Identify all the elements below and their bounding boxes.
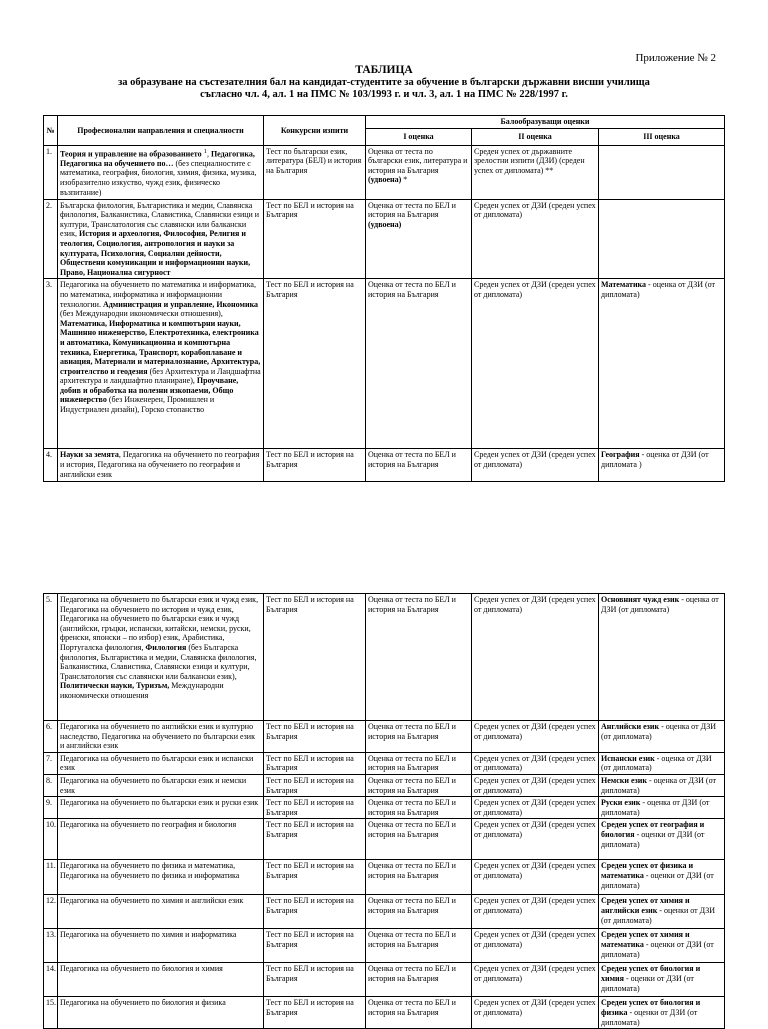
header-exams: Конкурсни изпити bbox=[264, 116, 366, 146]
cell-grade-1: Оценка от теста по БЕЛ и история на България bbox=[366, 279, 472, 449]
cell-grade-3: Среден успех от география и биология - оценки от ДЗИ (от дипломата) bbox=[599, 819, 725, 860]
cell-exams: Тест по БЕЛ и история на България bbox=[264, 594, 366, 721]
score-table-part-1 bbox=[43, 115, 725, 482]
cell-no: 1. bbox=[44, 145, 58, 199]
cell-grade-1: Оценка от теста по БЕЛ и история на България bbox=[366, 774, 472, 796]
cell-grade-2: Среден успех от ДЗИ (среден успех от дипломата) bbox=[472, 449, 599, 482]
cell-grade-3: Основният чужд език - оценка от ДЗИ (от дипломата) bbox=[599, 594, 725, 721]
page-subtitle: за образуване на състезателния бал на кандидат-студентите за обучение в български държавни висши училища bbox=[118, 77, 650, 88]
score-table-part-2 bbox=[43, 593, 725, 1029]
cell-programs: Педагогика на обучението по химия и информатика bbox=[58, 929, 264, 963]
cell-grade-1: Оценка от теста по БЕЛ и история на България bbox=[366, 963, 472, 997]
cell-exams: Тест по БЕЛ и история на България bbox=[264, 929, 366, 963]
cell-grade-1: Оценка от теста по БЕЛ и история на България bbox=[366, 721, 472, 753]
cell-grade-3: Английски език - оценка от ДЗИ (от дипломата) bbox=[599, 721, 725, 753]
cell-grade-1: Оценка от теста по БЕЛ и история на България bbox=[366, 797, 472, 819]
cell-programs: Педагогика на обучението по български език и чужд език, Педагогика на обучението по история и чужд език, Педагогика на обучението по български език и чужд (английски, гръцки, испански, китайски, немски, руски, френски, японски – по избор) език, Арабистика, Португалска филология, Филология (без Българска филология, Българистика и медии, Славянска филология, Балканистика, Славистика, Славянски езици и култури, Транслатология със славянски или балкански език), Политически науки, Туризъм, Международни икономически отношения bbox=[58, 594, 264, 721]
table-row bbox=[44, 929, 725, 963]
cell-grade-2: Среден успех от ДЗИ (среден успех от дипломата) bbox=[472, 199, 599, 279]
table-row bbox=[44, 145, 725, 199]
cell-exams: Тест по БЕЛ и история на България bbox=[264, 963, 366, 997]
cell-exams: Тест по БЕЛ и история на България bbox=[264, 199, 366, 279]
cell-exams: Тест по български език, литература (БЕЛ) и история на България bbox=[264, 145, 366, 199]
cell-programs: Педагогика на обучението по география и биология bbox=[58, 819, 264, 860]
cell-exams: Тест по БЕЛ и история на България bbox=[264, 752, 366, 774]
header-programs: Професионални направления и специалности bbox=[58, 116, 264, 146]
cell-grade-3: Среден успех от физика и математика - оценки от ДЗИ (от дипломата) bbox=[599, 860, 725, 895]
cell-grade-1: Оценка от теста по БЕЛ и история на България bbox=[366, 860, 472, 895]
cell-grade-2: Среден успех от ДЗИ (среден успех от дипломата) bbox=[472, 774, 599, 796]
table-row bbox=[44, 199, 725, 279]
cell-exams: Тест по БЕЛ и история на България bbox=[264, 895, 366, 929]
table-row bbox=[44, 774, 725, 796]
table-row bbox=[44, 963, 725, 997]
cell-programs: Педагогика на обучението по биология и физика bbox=[58, 997, 264, 1029]
cell-grade-2: Среден успех от ДЗИ (среден успех от дипломата) bbox=[472, 963, 599, 997]
cell-programs: Педагогика на обучението по български език и испански език bbox=[58, 752, 264, 774]
cell-grade-2: Среден успех от ДЗИ (среден успех от дипломата) bbox=[472, 721, 599, 753]
cell-grade-1: Оценка от теста по БЕЛ и история на България bbox=[366, 929, 472, 963]
cell-grade-2: Среден успех от ДЗИ (среден успех от дипломата) bbox=[472, 895, 599, 929]
cell-no: 4. bbox=[44, 449, 58, 482]
cell-no: 11. bbox=[44, 860, 58, 895]
cell-grade-1: Оценка от теста по БЕЛ и история на България bbox=[366, 819, 472, 860]
cell-grade-3: Среден успех от химия и английски език - оценки от ДЗИ (от дипломата) bbox=[599, 895, 725, 929]
table-row bbox=[44, 819, 725, 860]
cell-programs: Педагогика на обучението по физика и математика, Педагогика на обучението по физика и информатика bbox=[58, 860, 264, 895]
table-row bbox=[44, 594, 725, 721]
cell-programs: Педагогика на обучението по математика и информатика, по математика, информатика и информационни технологии. Администрация и управление, Икономика (без Международни икономически отношения), Математика, Информатика и компютърни науки, Машинно инженерство, Електротехника, електроника и автоматика, Комуникационна и компютърна техника, Енергетика, Транспорт, корабоплаване и авиация, Материали и материалознание, Архитектура, строителство и геодезия (без Архитектура и Ландшафтна архитектура и ландшафтно планиране), Проучване, добив и обработка на полезни изкопаеми, Общо инженерство (без Инженерен, Промишлен и Индустриален дизайн), Горско стопанство bbox=[58, 279, 264, 449]
cell-no: 6. bbox=[44, 721, 58, 753]
cell-grade-2: Среден успех от ДЗИ (среден успех от дипломата) bbox=[472, 594, 599, 721]
table-row bbox=[44, 997, 725, 1029]
cell-grade-2: Среден успех от ДЗИ (среден успех от дипломата) bbox=[472, 819, 599, 860]
header-grade-1: I оценка bbox=[366, 128, 472, 145]
page-subtitle-legal-basis: съгласно чл. 4, ал. 1 на ПМС № 103/1993 г. и чл. 3, ал. 1 на ПМС № 228/1997 г. bbox=[200, 89, 568, 100]
table-row bbox=[44, 752, 725, 774]
cell-grade-3 bbox=[599, 145, 725, 199]
cell-grade-2: Среден успех от ДЗИ (среден успех от дипломата) bbox=[472, 279, 599, 449]
table-row bbox=[44, 721, 725, 753]
table-row bbox=[44, 279, 725, 449]
cell-programs: Педагогика на обучението по английски език и културно наследство, Педагогика на обучението по български език и английски език bbox=[58, 721, 264, 753]
page-title: ТАБЛИЦА bbox=[355, 64, 413, 76]
cell-grade-2: Среден успех от ДЗИ (среден успех от дипломата) bbox=[472, 797, 599, 819]
header-grades-group: Балообразуващи оценки bbox=[366, 116, 725, 129]
cell-grade-2: Среден успех от ДЗИ (среден успех от дипломата) bbox=[472, 997, 599, 1029]
cell-no: 14. bbox=[44, 963, 58, 997]
cell-exams: Тест по БЕЛ и история на България bbox=[264, 997, 366, 1029]
cell-programs: Педагогика на обучението по биология и химия bbox=[58, 963, 264, 997]
cell-grade-3: Среден успех от биология и физика - оценки от ДЗИ (от дипломата) bbox=[599, 997, 725, 1029]
cell-no: 2. bbox=[44, 199, 58, 279]
cell-programs: Педагогика на обучението по български език и руски език bbox=[58, 797, 264, 819]
annex-label: Приложение № 2 bbox=[635, 52, 716, 64]
cell-exams: Тест по БЕЛ и история на България bbox=[264, 819, 366, 860]
cell-no: 12. bbox=[44, 895, 58, 929]
header-no: № bbox=[44, 116, 58, 146]
cell-programs: Педагогика на обучението по химия и английски език bbox=[58, 895, 264, 929]
cell-exams: Тест по БЕЛ и история на България bbox=[264, 721, 366, 753]
cell-grade-3: Математика - оценка от ДЗИ (от дипломата) bbox=[599, 279, 725, 449]
cell-grade-2: Среден успех от ДЗИ (среден успех от дипломата) bbox=[472, 860, 599, 895]
header-grade-3: III оценка bbox=[599, 128, 725, 145]
cell-grade-3: Среден успех от биология и химия - оценки от ДЗИ (от дипломата) bbox=[599, 963, 725, 997]
table-row bbox=[44, 797, 725, 819]
cell-exams: Тест по БЕЛ и история на България bbox=[264, 449, 366, 482]
cell-exams: Тест по БЕЛ и история на България bbox=[264, 774, 366, 796]
cell-programs: Теория и управление на образованието $^1$, Педагогика, Педагогика на обучението по… (без специалностите с математика, география, биология, химия, физика, музика, изобразително изкуство, чужд език, физическо възпитание) bbox=[58, 145, 264, 199]
cell-programs: Науки за земята, Педагогика на обучението по география и история, Педагогика на обучението по география и английски език bbox=[58, 449, 264, 482]
cell-grade-2: Среден успех от ДЗИ (среден успех от дипломата) bbox=[472, 929, 599, 963]
cell-exams: Тест по БЕЛ и история на България bbox=[264, 797, 366, 819]
cell-no: 10. bbox=[44, 819, 58, 860]
cell-grade-1: Оценка от теста по БЕЛ и история на България bbox=[366, 997, 472, 1029]
cell-grade-1: Оценка от теста по български език, литература и история на България (удвоена) * bbox=[366, 145, 472, 199]
cell-no: 13. bbox=[44, 929, 58, 963]
cell-grade-2: Среден успех от ДЗИ (среден успех от дипломата) bbox=[472, 752, 599, 774]
cell-grade-3: География - оценка от ДЗИ (от дипломата ) bbox=[599, 449, 725, 482]
cell-programs: Педагогика на обучението по български език и немски език bbox=[58, 774, 264, 796]
cell-grade-1: Оценка от теста по БЕЛ и история на България bbox=[366, 752, 472, 774]
cell-grade-1: Оценка от теста по БЕЛ и история на България bbox=[366, 449, 472, 482]
cell-no: 7. bbox=[44, 752, 58, 774]
cell-programs: Българска филология, Българистика и медии, Славянска филология, Балканистика, Славистика, Славянски езици и култури, Транслатология със славянски или балкански език, История и археология, Философия, Религия и теология, Социология, антропология и науки за културата, Психология, Социални дейности, Обществени комуникации и информационни науки, Право, Национална сигурност bbox=[58, 199, 264, 279]
cell-no: 9. bbox=[44, 797, 58, 819]
cell-no: 3. bbox=[44, 279, 58, 449]
cell-grade-2: Среден успех от държавните зрелостни изпити (ДЗИ) (среден успех от дипломата) ** bbox=[472, 145, 599, 199]
cell-no: 15. bbox=[44, 997, 58, 1029]
cell-grade-3: Испански език - оценка от ДЗИ (от дипломата) bbox=[599, 752, 725, 774]
cell-grade-1: Оценка от теста по БЕЛ и история на България bbox=[366, 895, 472, 929]
table-row bbox=[44, 895, 725, 929]
cell-exams: Тест по БЕЛ и история на България bbox=[264, 860, 366, 895]
cell-grade-3: Немски език - оценка от ДЗИ (от дипломата) bbox=[599, 774, 725, 796]
cell-grade-3: Руски език - оценка от ДЗИ (от дипломата) bbox=[599, 797, 725, 819]
table-row bbox=[44, 860, 725, 895]
cell-grade-1: Оценка от теста по БЕЛ и история на България bbox=[366, 594, 472, 721]
cell-no: 5. bbox=[44, 594, 58, 721]
cell-no: 8. bbox=[44, 774, 58, 796]
cell-exams: Тест по БЕЛ и история на България bbox=[264, 279, 366, 449]
cell-grade-3 bbox=[599, 199, 725, 279]
cell-grade-1: Оценка от теста по БЕЛ и история на България (удвоена) bbox=[366, 199, 472, 279]
header-grade-2: II оценка bbox=[472, 128, 599, 145]
table-row bbox=[44, 449, 725, 482]
cell-grade-3: Среден успех от химия и математика - оценки от ДЗИ (от дипломата) bbox=[599, 929, 725, 963]
